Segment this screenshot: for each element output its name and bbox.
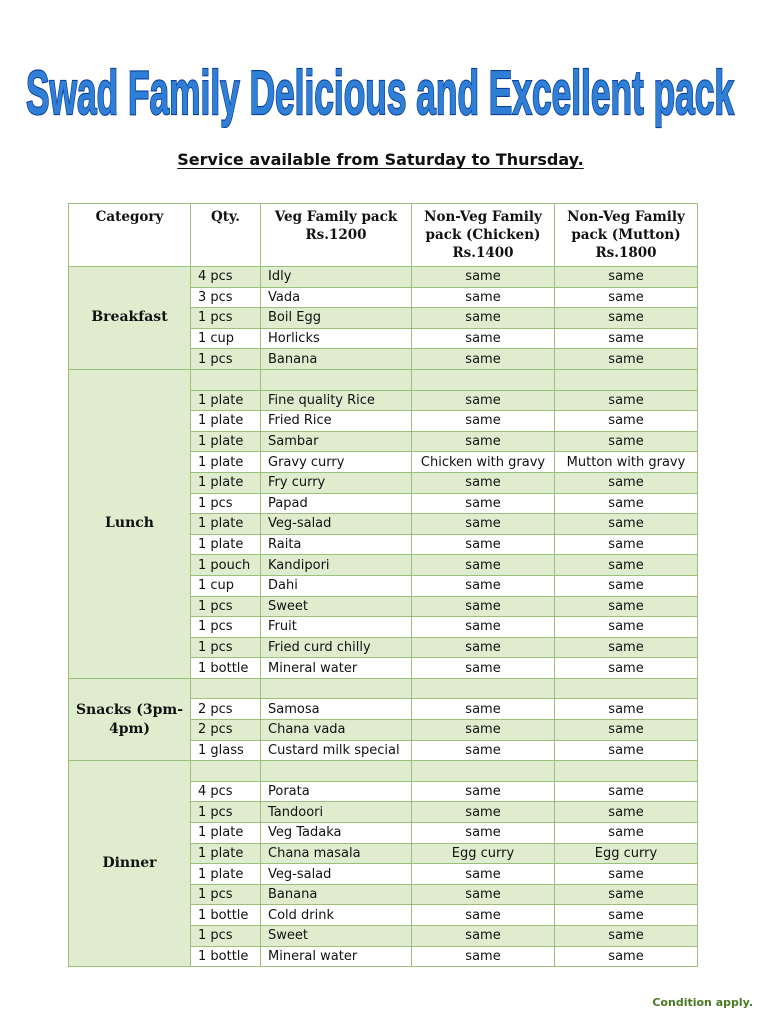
empty-cell <box>261 761 412 782</box>
qty-cell: 1 pcs <box>191 308 261 329</box>
mutton-pack-cell: same <box>555 514 698 535</box>
item-name-cell: Chana masala <box>261 843 412 864</box>
item-name-cell: Fine quality Rice <box>261 390 412 411</box>
item-name-cell: Porata <box>261 781 412 802</box>
blank-row <box>69 761 698 782</box>
item-name-cell: Banana <box>261 349 412 370</box>
item-name-cell: Samosa <box>261 699 412 720</box>
page-title <box>0 22 761 132</box>
empty-cell <box>555 678 698 699</box>
mutton-pack-cell: same <box>555 802 698 823</box>
condition-note: Condition apply. <box>652 996 753 1009</box>
qty-cell: 1 plate <box>191 390 261 411</box>
mutton-pack-cell: same <box>555 390 698 411</box>
chicken-pack-cell: same <box>412 740 555 761</box>
qty-cell: 1 bottle <box>191 905 261 926</box>
blank-row <box>69 678 698 699</box>
chicken-pack-cell: same <box>412 637 555 658</box>
mutton-pack-cell: same <box>555 431 698 452</box>
qty-cell: 1 pcs <box>191 349 261 370</box>
qty-cell: 1 pcs <box>191 596 261 617</box>
column-header-chicken: Non-Veg Family pack (Chicken) Rs.1400 <box>412 204 555 267</box>
mutton-pack-cell: same <box>555 864 698 885</box>
empty-cell <box>412 761 555 782</box>
mutton-pack-cell: same <box>555 472 698 493</box>
chicken-pack-cell: same <box>412 946 555 967</box>
mutton-pack-cell: same <box>555 823 698 844</box>
chicken-pack-cell: Chicken with gravy <box>412 452 555 473</box>
table-row <box>69 267 698 288</box>
qty-cell: 1 pcs <box>191 637 261 658</box>
qty-cell: 1 plate <box>191 452 261 473</box>
chicken-pack-cell: same <box>412 926 555 947</box>
mutton-pack-cell: same <box>555 617 698 638</box>
item-name-cell: Gravy curry <box>261 452 412 473</box>
chicken-pack-cell: same <box>412 349 555 370</box>
item-name-cell: Mineral water <box>261 946 412 967</box>
item-name-cell: Sambar <box>261 431 412 452</box>
category-cell: Breakfast <box>69 267 191 370</box>
mutton-pack-cell: same <box>555 905 698 926</box>
column-header-category: Category <box>69 204 191 267</box>
qty-cell: 1 pcs <box>191 617 261 638</box>
item-name-cell: Veg-salad <box>261 864 412 885</box>
item-name-cell: Custard milk special <box>261 740 412 761</box>
empty-cell <box>191 369 261 390</box>
chicken-pack-cell: Egg curry <box>412 843 555 864</box>
mutton-pack-cell: Egg curry <box>555 843 698 864</box>
chicken-pack-cell: same <box>412 287 555 308</box>
chicken-pack-cell: same <box>412 390 555 411</box>
chicken-pack-cell: same <box>412 534 555 555</box>
item-name-cell: Tandoori <box>261 802 412 823</box>
mutton-pack-cell: same <box>555 555 698 576</box>
chicken-pack-cell: same <box>412 802 555 823</box>
qty-cell: 1 cup <box>191 328 261 349</box>
item-name-cell: Banana <box>261 884 412 905</box>
mutton-pack-cell: same <box>555 534 698 555</box>
chicken-pack-cell: same <box>412 308 555 329</box>
service-days-note <box>0 150 761 169</box>
empty-cell <box>555 369 698 390</box>
mutton-pack-cell: same <box>555 926 698 947</box>
service-days-text: Service available from Saturday to Thursday. <box>177 150 584 169</box>
chicken-pack-cell: same <box>412 575 555 596</box>
qty-cell: 1 plate <box>191 823 261 844</box>
qty-cell: 1 plate <box>191 411 261 432</box>
qty-cell: 1 pcs <box>191 926 261 947</box>
qty-cell: 1 pcs <box>191 493 261 514</box>
item-name-cell: Fry curry <box>261 472 412 493</box>
mutton-pack-cell: same <box>555 349 698 370</box>
mutton-pack-cell: same <box>555 596 698 617</box>
item-name-cell: Fruit <box>261 617 412 638</box>
item-name-cell: Kandipori <box>261 555 412 576</box>
mutton-pack-cell: same <box>555 328 698 349</box>
item-name-cell: Boil Egg <box>261 308 412 329</box>
category-cell: Lunch <box>69 369 191 678</box>
chicken-pack-cell: same <box>412 884 555 905</box>
chicken-pack-cell: same <box>412 514 555 535</box>
item-name-cell: Idly <box>261 267 412 288</box>
qty-cell: 1 pcs <box>191 884 261 905</box>
qty-cell: 1 pouch <box>191 555 261 576</box>
chicken-pack-cell: same <box>412 658 555 679</box>
mutton-pack-cell: same <box>555 884 698 905</box>
empty-cell <box>261 678 412 699</box>
mutton-pack-cell: same <box>555 658 698 679</box>
chicken-pack-cell: same <box>412 864 555 885</box>
chicken-pack-cell: same <box>412 555 555 576</box>
qty-cell: 3 pcs <box>191 287 261 308</box>
title-text: Swad Family Delicious and Excellent pack <box>26 59 735 128</box>
table-header-row <box>69 204 698 267</box>
item-name-cell: Veg Tadaka <box>261 823 412 844</box>
empty-cell <box>261 369 412 390</box>
empty-cell <box>191 761 261 782</box>
mutton-pack-cell: same <box>555 946 698 967</box>
empty-cell <box>555 761 698 782</box>
chicken-pack-cell: same <box>412 617 555 638</box>
menu-table-body <box>69 267 698 967</box>
item-name-cell: Cold drink <box>261 905 412 926</box>
qty-cell: 1 bottle <box>191 946 261 967</box>
item-name-cell: Vada <box>261 287 412 308</box>
chicken-pack-cell: same <box>412 328 555 349</box>
mutton-pack-cell: same <box>555 740 698 761</box>
qty-cell: 1 plate <box>191 534 261 555</box>
chicken-pack-cell: same <box>412 472 555 493</box>
qty-cell: 1 pcs <box>191 802 261 823</box>
category-cell: Dinner <box>69 761 191 967</box>
chicken-pack-cell: same <box>412 411 555 432</box>
empty-cell <box>191 678 261 699</box>
item-name-cell: Sweet <box>261 926 412 947</box>
qty-cell: 1 glass <box>191 740 261 761</box>
mutton-pack-cell: same <box>555 493 698 514</box>
chicken-pack-cell: same <box>412 720 555 741</box>
item-name-cell: Papad <box>261 493 412 514</box>
chicken-pack-cell: same <box>412 267 555 288</box>
mutton-pack-cell: same <box>555 781 698 802</box>
qty-cell: 4 pcs <box>191 781 261 802</box>
qty-cell: 2 pcs <box>191 720 261 741</box>
item-name-cell: Chana vada <box>261 720 412 741</box>
chicken-pack-cell: same <box>412 905 555 926</box>
mutton-pack-cell: same <box>555 575 698 596</box>
column-header-mutton: Non-Veg Family pack (Mutton) Rs.1800 <box>555 204 698 267</box>
item-name-cell: Dahi <box>261 575 412 596</box>
chicken-pack-cell: same <box>412 493 555 514</box>
qty-cell: 1 bottle <box>191 658 261 679</box>
item-name-cell: Veg-salad <box>261 514 412 535</box>
mutton-pack-cell: same <box>555 411 698 432</box>
empty-cell <box>412 678 555 699</box>
qty-cell: 1 cup <box>191 575 261 596</box>
qty-cell: 1 plate <box>191 843 261 864</box>
qty-cell: 1 plate <box>191 864 261 885</box>
mutton-pack-cell: same <box>555 699 698 720</box>
item-name-cell: Fried curd chilly <box>261 637 412 658</box>
mutton-pack-cell: same <box>555 637 698 658</box>
chicken-pack-cell: same <box>412 431 555 452</box>
item-name-cell: Raita <box>261 534 412 555</box>
chicken-pack-cell: same <box>412 823 555 844</box>
mutton-pack-cell: same <box>555 287 698 308</box>
mutton-pack-cell: same <box>555 308 698 329</box>
qty-cell: 1 plate <box>191 514 261 535</box>
item-name-cell: Horlicks <box>261 328 412 349</box>
menu-table <box>68 203 698 967</box>
chicken-pack-cell: same <box>412 699 555 720</box>
chicken-pack-cell: same <box>412 781 555 802</box>
item-name-cell: Fried Rice <box>261 411 412 432</box>
item-name-cell: Sweet <box>261 596 412 617</box>
mutton-pack-cell: same <box>555 267 698 288</box>
item-name-cell: Mineral water <box>261 658 412 679</box>
qty-cell: 1 plate <box>191 472 261 493</box>
chicken-pack-cell: same <box>412 596 555 617</box>
blank-row <box>69 369 698 390</box>
column-header-qty: Qty. <box>191 204 261 267</box>
empty-cell <box>412 369 555 390</box>
column-header-veg: Veg Family pack Rs.1200 <box>261 204 412 267</box>
mutton-pack-cell: same <box>555 720 698 741</box>
category-cell: Snacks (3pm-4pm) <box>69 678 191 760</box>
mutton-pack-cell: Mutton with gravy <box>555 452 698 473</box>
qty-cell: 1 plate <box>191 431 261 452</box>
qty-cell: 2 pcs <box>191 699 261 720</box>
qty-cell: 4 pcs <box>191 267 261 288</box>
